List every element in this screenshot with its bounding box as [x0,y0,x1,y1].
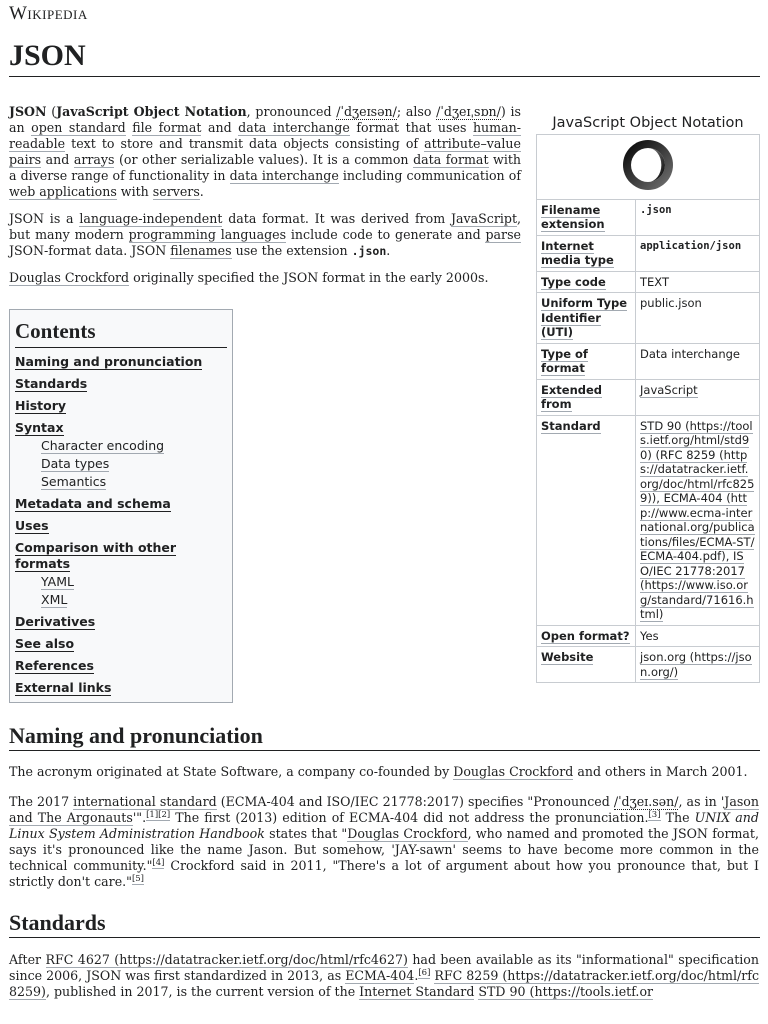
ipa-link-3[interactable]: /ˈdʒeɪ.sən/ [613,794,679,809]
toc-item-character-encoding[interactable]: Character encoding [41,438,165,453]
link-website[interactable]: json.org (https://json.org/) [640,650,752,679]
link-douglas-crockford-3[interactable]: Douglas Crockford [347,826,468,841]
toc-item-history[interactable]: History [15,398,67,413]
toc-item-syntax[interactable]: Syntax [15,420,64,435]
code-json-extension: .json [351,244,387,258]
link-servers[interactable]: servers [152,184,200,199]
link-attribute-value-pairs[interactable]: attribute–value pairs [9,136,521,167]
toc-item-xml[interactable]: XML [41,592,68,607]
intro-paragraph-2: JSON is a language-independent data format. It was derived from JavaScript, but many modern programming languages include code to generate and parse JSON-format data. JSON filenames use the extension .json. [9,211,522,258]
infobox-row-standard [537,415,760,625]
link-international-standard[interactable]: international standard [73,794,217,809]
infobox-label: Type code [537,271,636,293]
infobox-value: public.json [636,293,760,344]
table-of-contents [9,309,233,703]
link-extended-from[interactable]: JavaScript [640,382,698,397]
infobox-row-filename-extension [537,199,760,235]
toc-item-see-also[interactable]: See also [15,636,75,651]
link-javascript[interactable]: JavaScript [450,211,517,226]
section-divider [9,750,760,751]
infobox-row-open-format [537,625,760,647]
naming-paragraph-1: The acronym originated at State Software, a company co-founded by Douglas Crockford and others in March 2001. [9,764,748,779]
toc-item-derivatives[interactable]: Derivatives [15,614,96,629]
link-data-format[interactable]: data format [413,152,489,167]
intro-section [9,104,521,286]
title-divider [9,76,760,77]
infobox-label: Open format? [537,625,636,647]
link-std-90[interactable]: STD 90 (https://tools.ietf.or [478,984,654,999]
json-logo-icon[interactable] [618,139,678,191]
link-open-standard[interactable]: open standard [31,120,126,135]
section-divider [9,937,760,938]
toc-item-comparison[interactable]: Comparison with other formats [15,540,177,571]
ipa-link-2[interactable]: /ˈdʒeɪˌsɒn/ [436,104,501,119]
toc-item-references[interactable]: References [15,658,94,673]
standards-paragraph-1: After RFC 4627 (https://datatracker.ietf.org/doc/html/rfc4627) had been available as its "informational" specification since 2006, JSON was first standardized in 2013, as ECMA-404.[6] RFC 8259 (https://datatracker.ietf.org/doc/html/rfc8259), published in 2017, is the current version of the Internet Standard STD 90 (https://tools.ietf.or [9,952,759,999]
naming-section [9,764,759,890]
infobox-value: Yes [636,625,760,647]
link-human-readable[interactable]: human-readable [9,120,521,151]
link-jason-argonauts[interactable]: Jason and The Argonauts [9,794,759,825]
infobox [536,134,760,683]
toc-item-standards[interactable]: Standards [15,376,88,391]
infobox-row-type-code [537,271,760,293]
link-rfc-4627[interactable]: RFC 4627 (https://datatracker.ietf.org/doc/html/rfc4627) [45,952,408,967]
link-internet-standard[interactable]: Internet Standard [359,984,475,999]
toc-item-data-types[interactable]: Data types [41,456,110,471]
section-heading-standards: Standards [9,910,106,935]
link-ecma-404[interactable]: ECMA-404 [345,968,415,983]
intro-paragraph-1: JSON (JavaScript Object Notation, pronounced /ˈdʒeɪsən/; also /ˈdʒeɪˌsɒn/) is an open standard file format and data interchange format that uses human-readable text to store and transmit data objects consisting of attribute–value pairs and arrays (or other serializable values). It is a common data format with a diverse range of functionality in data interchange including communication of web applications with servers. [9,104,522,199]
link-arrays[interactable]: arrays [73,152,115,167]
infobox-value [636,415,760,625]
book-title: UNIX and Linux System Administration Handbook [9,810,759,841]
link-douglas-crockford-2[interactable]: Douglas Crockford [453,764,574,779]
ipa-link-1[interactable]: /ˈdʒeɪsən/ [336,104,397,119]
page-title: JSON [9,39,86,72]
link-data-interchange[interactable]: data interchange [238,120,350,135]
link-programming-languages[interactable]: programming languages [128,227,287,242]
infobox-row-uti [537,293,760,344]
citation-1[interactable]: [1] [146,809,159,820]
toc-item-yaml[interactable]: YAML [41,574,74,589]
citation-6[interactable]: [6] [418,967,431,978]
citation-2[interactable]: [2] [158,809,171,820]
toc-item-uses[interactable]: Uses [15,518,49,533]
infobox-value: Data interchange [636,343,760,379]
infobox-label: Internet media type [537,235,636,271]
term-json: JSON [9,104,47,119]
infobox-value [636,647,760,683]
infobox-caption: JavaScript Object Notation [552,115,744,131]
infobox-row-extended-from [537,379,760,415]
link-filenames[interactable]: filenames [170,243,232,258]
link-standard[interactable]: STD 90 (https://tools.ietf.org/html/std90) (RFC 8259 (https://datatracker.ietf.org/doc/html/rfc8259)), ECMA-404 (http://www.ecma-international.org/publications/files/ECMA-ST/ECMA-404.pdf), ISO/IEC 21778:2017 (https://www.iso.org/standard/71616.html) [640,418,755,621]
toc-item-semantics[interactable]: Semantics [41,474,107,489]
link-web-applications[interactable]: web applications [9,184,117,199]
toc-item-external-links[interactable]: External links [15,680,112,695]
infobox-label: Filename extension [537,199,636,235]
link-rfc-8259[interactable]: RFC 8259 (https://datatracker.ietf.org/doc/html/rfc8259) [9,968,759,999]
infobox-label: Extended from [537,379,636,415]
citation-3[interactable]: [3] [648,809,661,820]
wordmark-text: Wikipedia [9,3,88,24]
toc-item-naming[interactable]: Naming and pronunciation [15,354,203,369]
citation-5[interactable]: [5] [131,873,144,884]
term-expansion: JavaScript Object Notation [56,104,247,119]
link-data-interchange-2[interactable]: data interchange [229,168,339,183]
standards-section [9,952,759,1000]
link-file-format[interactable]: file format [132,120,202,135]
link-language-independent[interactable]: language-independent [79,211,223,226]
wikipedia-wordmark[interactable] [9,3,88,24]
infobox-value: application/json [636,235,760,271]
link-parse[interactable]: parse [485,227,521,242]
infobox-value [636,379,760,415]
infobox-label: Standard [537,415,636,625]
naming-paragraph-2: The 2017 international standard (ECMA-404 and ISO/IEC 21778:2017) specifies "Pronounced /ˈdʒeɪ.sən/, as in 'Jason and The Argonauts'".[1][2] The first (2013) edition of ECMA-404 did not address the pronunciation.[3] The UNIX and Linux System Administration Handbook states that "Douglas Crockford, who named and promoted the JSON format, says it's pronounced like the name Jason. But somehow, 'JAY-sawn' seems to have become more common in the technical community."[4] Crockford said in 2011, "There's a lot of argument about how you pronounce that, but I strictly don't care."[5] [9,794,759,889]
section-heading-naming: Naming and pronunciation [9,723,263,748]
toc-heading: Contents [15,318,227,348]
intro-paragraph-3: Douglas Crockford originally specified the JSON format in the early 2000s. [9,270,489,285]
infobox-logo-cell [537,135,760,200]
infobox-row-website [537,647,760,683]
infobox-value: TEXT [636,271,760,293]
infobox-label: Type of format [537,343,636,379]
infobox-value: .json [636,199,760,235]
link-douglas-crockford[interactable]: Douglas Crockford [9,270,130,285]
citation-4[interactable]: [4] [152,857,165,868]
infobox-row-type-of-format [537,343,760,379]
infobox-label: Uniform Type Identifier (UTI) [537,293,636,344]
infobox-row-media-type [537,235,760,271]
infobox-label: Website [537,647,636,683]
toc-item-metadata-schema[interactable]: Metadata and schema [15,496,171,511]
